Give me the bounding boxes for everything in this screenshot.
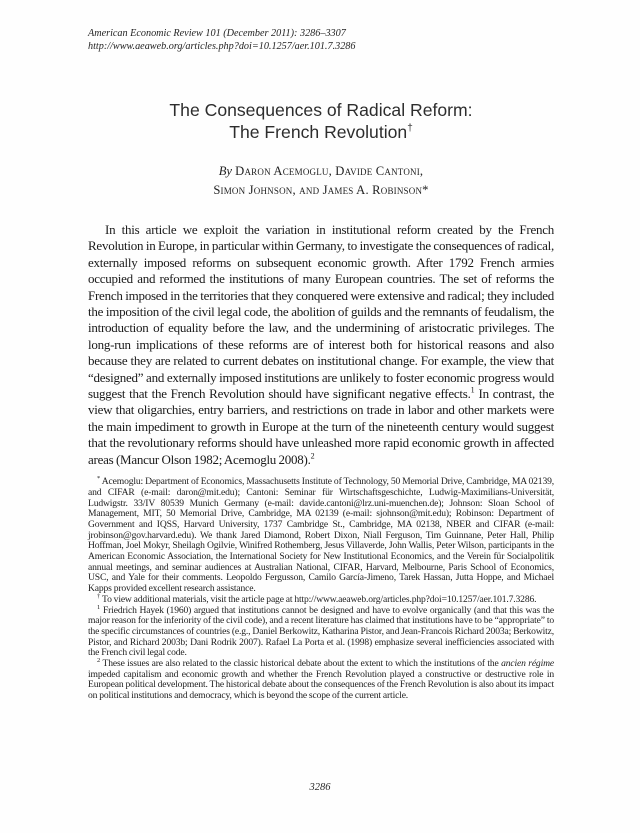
footnote-star xyxy=(88,474,554,595)
footnote-1 xyxy=(88,603,554,660)
byline-authors-line-2: Simon Johnson, and James A. Robinson* xyxy=(213,182,429,197)
footnote-2-text-post: impeded capitalism and economic growth and whether the French Revolution played a constructive or destructive role in European political development. The historical debate about the consequences of the French Revolution is also about its impact on political institutions and democracy, which is beyond the scope of the current article. xyxy=(88,668,554,702)
footnote-2-marker: 2 xyxy=(97,656,101,664)
title-line-2 xyxy=(88,121,554,143)
intro-paragraph-segment-1: In this article we exploit the variation in institutional reform created by the French Revolution in Europe, in particular within Germany, to investigate the consequences of radical, externally imposed reforms on subsequent economic growth. After 1792 French armies occupied and reformed the institutions of many European countries. The set of reforms the French imposed in the territories that they conquered were extensive and radical; they included the imposition of the civil legal code, the abolition of guilds and the remnants of feudalism, the introduction of equality before the law, and the undermining of aristocratic privileges. The long-run implications of these reforms are of interest both for historical reasons and also because they are related to current debates on institutional change. For example, the view that “designed” and externally imposed institutions are unlikely to foster economic progress would suggest that the French Revolution should have significant negative effects. xyxy=(88,222,554,402)
footnote-2 xyxy=(88,656,554,702)
footnote-1-text: Friedrich Hayek (1960) argued that institutions cannot be designed and have to evolve organically (and that this was the major reason for the inferiority of the civil code), and a recent literature has claimed that institutions have to be “appropriate” to the specific circumstances of countries (e.g., Daniel Berkowitz, Katharina Pistor, and Jean-Francois Richard 2003a; Berkowitz, Pistor, and Richard 2003b; Dani Rodrik 2007). Rafael La Porta et al. (1998) emphasize several inefficiencies associated with the French civil legal code. xyxy=(88,604,554,659)
footnotes-section xyxy=(88,474,554,702)
footnote-dagger-url: http://www.aeaweb.org/articles.php?doi=10.1257/aer.101.7.3286. xyxy=(294,593,537,605)
article-url-line: http://www.aeaweb.org/articles.php?doi=10.1257/aer.101.7.3286 xyxy=(88,41,356,52)
byline-authors-line-1: Daron Acemoglu, Davide Cantoni, xyxy=(235,164,424,178)
title-line-1: The Consequences of Radical Reform: xyxy=(169,100,473,120)
title-line-2-text: The French Revolution xyxy=(229,122,408,142)
intro-paragraph xyxy=(88,222,554,468)
byline-line-1 xyxy=(88,162,554,181)
byline xyxy=(88,162,554,199)
byline-by-word: By xyxy=(218,164,233,178)
footnote-ref-1: 1 xyxy=(470,385,475,395)
footnote-ref-2: 2 xyxy=(310,451,315,461)
footnote-star-text: Acemoglu: Department of Economics, Massachusetts Institute of Technology, 50 Memorial Drive, Cambridge, MA 02139, and CIFAR (e-mail: daron@mit.edu); Cantoni: Seminar für Wirtschaftsgeschichte, Ludwig-Maximilians-Universität, Ludwigstr. 33/IV 80539 Munich Germany (e-mail: davide.cantoni@lrz.uni-muenchen.de); Johnson: Sloan School of Management, MIT, 50 Memorial Drive, Cambridge, MA 02139 (e-mail: sjohnson@mit.edu); Robinson: Department of Government and IQSS, Harvard University, 1737 Cambridge St., Cambridge, MA 02138, NBER and CIFAR (e-mail: jrobinson@gov.harvard.edu). We thank Jared Diamond, Robert Dixon, Niall Ferguson, Tim Guinnane, Peter Hall, Philip Hoffman, Joel Mokyr, Sheilagh Ogilvie, Winifred Rothemberg, Jesus Villaverde, John Wallis, Peter Wilson, participants in the American Economic Association, the International Society for New Institutional Economics, and the Verein für Socialpolitik annual meetings, and seminar audiences at Australian National, CIFAR, Harvard, Melbourne, Paris School of Economics, USC, and Yale for their comments. Leopoldo Fergusson, Camilo García-Jimeno, Tarek Hassan, Jutta Hoppe, and Michael Kapps provided excellent research assistance. xyxy=(88,476,554,595)
journal-header xyxy=(88,27,554,53)
footnote-dagger-text: To view additional materials, visit the article page at xyxy=(102,593,293,605)
article-title xyxy=(88,99,554,143)
page-number: 3286 xyxy=(309,782,331,793)
title-dagger-mark: † xyxy=(407,123,413,135)
journal-citation-line: American Economic Review 101 (December 2011): 3286–3307 xyxy=(88,28,346,39)
intro-paragraph-segment-2: In contrast, the view that oligarchies, entry barriers, and restrictions on trade in labor and other markets were the main impediment to growth in Europe at the turn of the nineteenth century would suggest that the revolutionary reforms should have unleashed more rapid economic growth in affected areas (Mancur Olson 1982; Acemoglu 2008). xyxy=(88,386,555,467)
footnote-2-italic-phrase: ancien régime xyxy=(501,658,554,670)
footnote-1-marker: 1 xyxy=(97,603,101,611)
byline-line-2 xyxy=(88,181,554,200)
footnote-dagger-marker: † xyxy=(97,592,101,600)
footnote-2-text-pre: These issues are also related to the classic historical debate about the extent to which the institutions of the xyxy=(102,658,502,670)
footnote-star-marker: * xyxy=(97,474,101,482)
